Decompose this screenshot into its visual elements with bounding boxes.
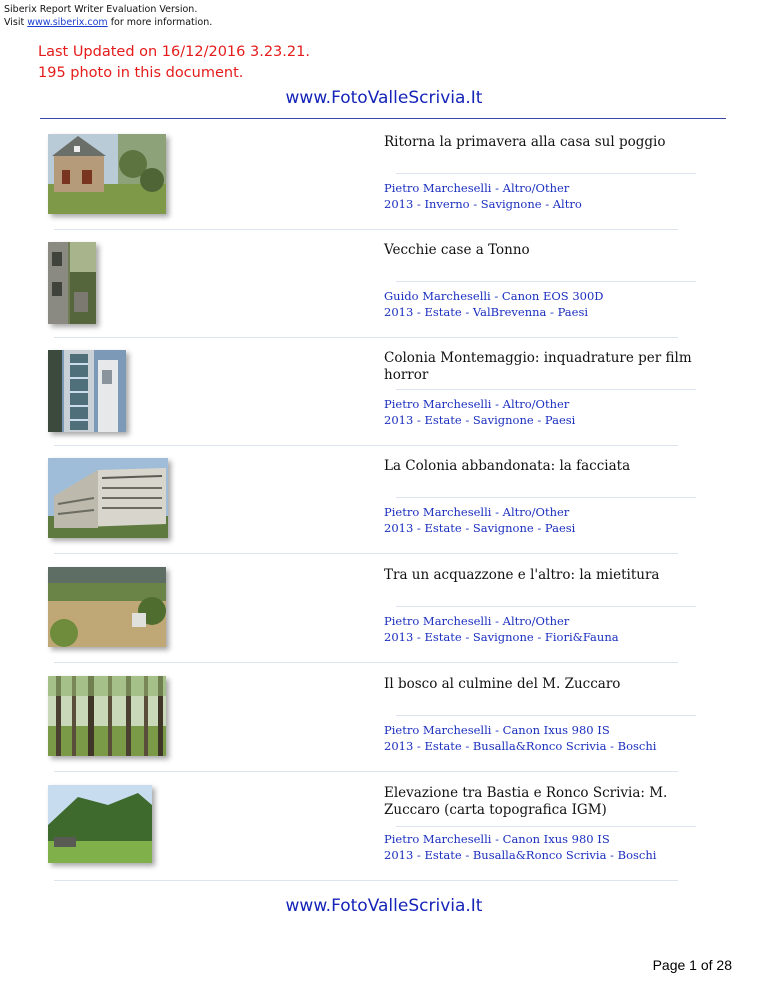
photo-author: Pietro Marcheselli - Altro/Other bbox=[384, 397, 570, 411]
photo-title: Il bosco al culmine del M. Zuccaro bbox=[384, 676, 621, 692]
page-number: Page 1 of 28 bbox=[652, 957, 732, 973]
evaluation-notice: Siberix Report Writer Evaluation Version. bbox=[4, 4, 198, 15]
entry-divider bbox=[54, 553, 678, 554]
title-divider bbox=[396, 497, 696, 498]
photo-tags: 2013 - Estate - Savignone - Paesi bbox=[384, 520, 576, 535]
entry-divider bbox=[54, 229, 678, 230]
photo-tags: 2013 - Estate - Busalla&Ronco Scrivia - Boschi bbox=[384, 738, 657, 753]
header-divider bbox=[40, 118, 726, 119]
photo-author: Guido Marcheselli - Canon EOS 300D bbox=[384, 289, 604, 303]
photo-title: Ritorna la primavera alla casa sul poggio bbox=[384, 134, 666, 150]
photo-tags: 2013 - Estate - Savignone - Paesi bbox=[384, 412, 576, 427]
photo-thumbnail[interactable] bbox=[48, 567, 166, 647]
entry-divider bbox=[54, 445, 678, 446]
photo-thumbnail[interactable] bbox=[48, 134, 166, 214]
photo-author: Pietro Marcheselli - Altro/Other bbox=[384, 181, 570, 195]
photo-tags: 2013 - Estate - ValBrevenna - Paesi bbox=[384, 304, 589, 319]
photo-entry bbox=[0, 458, 768, 567]
photo-title: Elevazione tra Bastia e Ronco Scrivia: M. Zuccaro (carta topografica IGM) bbox=[384, 785, 668, 818]
photo-thumbnail[interactable] bbox=[48, 676, 166, 756]
footer-site-title: www.FotoValleScrivia.It bbox=[285, 896, 483, 916]
photo-author: Pietro Marcheselli - Canon Ixus 980 IS bbox=[384, 832, 610, 846]
title-divider bbox=[396, 281, 696, 282]
photo-title: Vecchie case a Tonno bbox=[384, 242, 530, 258]
title-divider bbox=[396, 826, 696, 827]
last-updated: Last Updated on 16/12/2016 3.23.21. bbox=[38, 44, 310, 60]
entry-divider bbox=[54, 771, 678, 772]
photo-title: Tra un acquazzone e l'altro: la mietitura bbox=[384, 567, 660, 583]
photo-meta bbox=[384, 181, 744, 212]
photo-entry bbox=[0, 567, 768, 676]
photo-tags: 2013 - Inverno - Savignone - Altro bbox=[384, 196, 582, 211]
photo-entry bbox=[0, 134, 768, 243]
siberix-link[interactable]: www.siberix.com bbox=[27, 17, 108, 28]
photo-count: 195 photo in this document. bbox=[38, 65, 244, 81]
entry-divider bbox=[54, 880, 678, 881]
report-info bbox=[38, 42, 310, 84]
photo-tags: 2013 - Estate - Savignone - Fiori&Fauna bbox=[384, 629, 619, 644]
evaluation-visit-line bbox=[4, 16, 212, 29]
photo-thumbnail[interactable] bbox=[48, 785, 152, 863]
photo-entry bbox=[0, 242, 768, 351]
title-divider bbox=[396, 606, 696, 607]
site-title: www.FotoValleScrivia.It bbox=[285, 88, 483, 108]
title-divider bbox=[396, 389, 696, 390]
photo-meta bbox=[384, 505, 744, 536]
photo-entry bbox=[0, 676, 768, 785]
visit-suffix: for more information. bbox=[107, 17, 213, 28]
photo-meta bbox=[384, 289, 744, 320]
entry-divider bbox=[54, 662, 678, 663]
photo-title: La Colonia abbandonata: la facciata bbox=[384, 458, 631, 474]
title-divider bbox=[396, 173, 696, 174]
photo-author: Pietro Marcheselli - Canon Ixus 980 IS bbox=[384, 723, 610, 737]
evaluation-banner bbox=[4, 3, 212, 29]
photo-author: Pietro Marcheselli - Altro/Other bbox=[384, 505, 570, 519]
photo-meta bbox=[384, 614, 744, 645]
photo-thumbnail[interactable] bbox=[48, 458, 168, 538]
photo-entry bbox=[0, 785, 768, 894]
photo-tags: 2013 - Estate - Busalla&Ronco Scrivia - Boschi bbox=[384, 847, 657, 862]
photo-meta bbox=[384, 397, 744, 428]
visit-prefix: Visit bbox=[4, 17, 28, 28]
photo-title: Colonia Montemaggio: inquadrature per film horror bbox=[384, 350, 692, 383]
title-divider bbox=[396, 715, 696, 716]
photo-thumbnail[interactable] bbox=[48, 350, 126, 432]
photo-author: Pietro Marcheselli - Altro/Other bbox=[384, 614, 570, 628]
photo-entry bbox=[0, 350, 768, 459]
photo-meta bbox=[384, 723, 744, 754]
entry-divider bbox=[54, 337, 678, 338]
photo-thumbnail[interactable] bbox=[48, 242, 96, 324]
photo-meta bbox=[384, 832, 744, 863]
